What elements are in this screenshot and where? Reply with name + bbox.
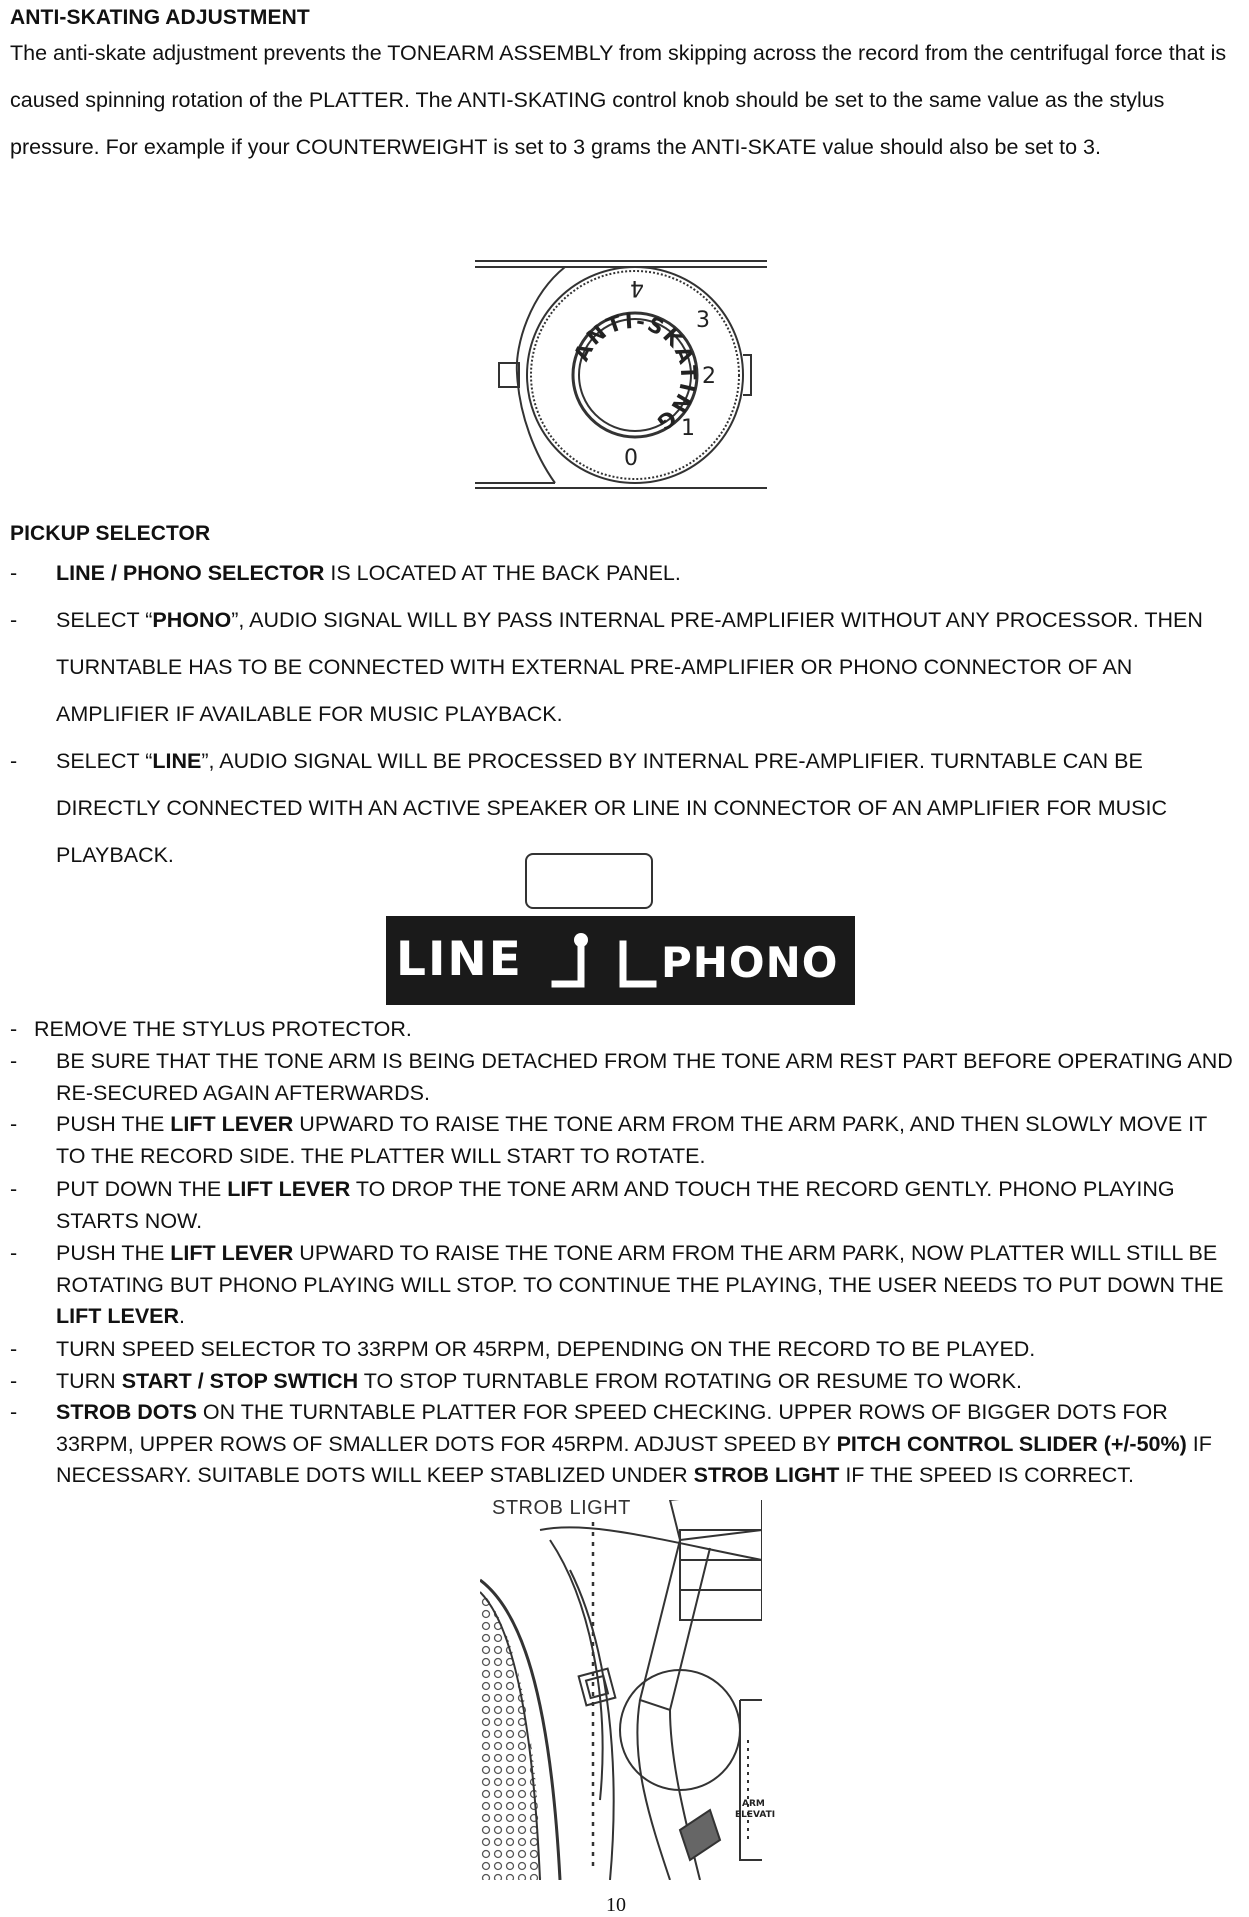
list-item: - LINE / PHONO SELECTOR IS LOCATED AT THE BACK PANEL.: [10, 561, 681, 585]
anti-skating-paragraph: The anti-skate adjustment prevents the TONEARM ASSEMBLY from skipping across the record from the centrifugal force that is caused spinning rotation of the PLATTER. The ANTI-SKATING control knob should be set to the same value as the stylus pressure. For example if your COUNTERWEIGHT is set to 3 grams the ANTI-SKATE value should also be set to 3.: [10, 41, 1227, 159]
elevation-label: ELEVATI: [735, 1810, 776, 1820]
list-item: - PUSH THE LIFT LEVER UPWARD TO RAISE THE TONE ARM FROM THE ARM PARK, AND THEN SLOWLY MOVE IT TO THE RECORD SIDE. THE PLATTER WILL START TO ROTATE.: [10, 1112, 1207, 1168]
dial-number-1: 1: [681, 416, 695, 441]
switch-line-label: LINE: [396, 932, 523, 987]
list-item: - STROB DOTS ON THE TURNTABLE PLATTER FOR SPEED CHECKING. UPPER ROWS OF BIGGER DOTS FOR 33RPM, UPPER ROWS OF SMALLER DOTS FOR 45RPM. ADJUST SPEED BY PITCH CONTROL SLIDER (+/-50%) IF NECESSARY. SUITABLE DOTS WILL KEEP STABLIZED UNDER STROB LIGHT IF THE SPEED IS CORRECT.: [10, 1400, 1212, 1487]
dial-number-4: 4: [630, 275, 644, 300]
switch-outline: [525, 853, 653, 909]
list-item: - PUT DOWN THE LIFT LEVER TO DROP THE TONE ARM AND TOUCH THE RECORD GENTLY. PHONO PLAYING STARTS NOW.: [10, 1177, 1175, 1233]
switch-phono-label: PHONO: [661, 938, 839, 987]
dial-number-0: 0: [624, 446, 638, 471]
list-item: - TURN SPEED SELECTOR TO 33RPM OR 45RPM, DEPENDING ON THE RECORD TO BE PLAYED.: [10, 1337, 1036, 1361]
line-phono-switch-panel: [386, 916, 855, 1005]
anti-skating-heading: ANTI-SKATING ADJUSTMENT: [10, 6, 310, 29]
list-item: - REMOVE THE STYLUS PROTECTOR.: [10, 1017, 412, 1041]
strob-light-label: STROB LIGHT: [492, 1497, 631, 1519]
arm-label: ARM: [742, 1799, 765, 1809]
list-item: - BE SURE THAT THE TONE ARM IS BEING DETACHED FROM THE TONE ARM REST PART BEFORE OPERATING AND RE-SECURED AGAIN AFTERWARDS.: [10, 1049, 1233, 1105]
dial-number-3: 3: [696, 308, 710, 333]
anti-skating-dial-figure: [475, 255, 770, 490]
switch-toggle-icon: [551, 926, 661, 996]
dial-number-2: 2: [702, 364, 716, 389]
list-item: - SELECT “PHONO”, AUDIO SIGNAL WILL BY PASS INTERNAL PRE-AMPLIFIER WITHOUT ANY PROCESSOR. THEN TURNTABLE HAS TO BE CONNECTED WITH EXTERNAL PRE-AMPLIFIER OR PHONO CONNECTOR OF AN AMPLIFIER IF AVAILABLE FOR MUSIC PLAYBACK.: [10, 608, 1203, 726]
list-item: - TURN START / STOP SWTICH TO STOP TURNTABLE FROM ROTATING OR RESUME TO WORK.: [10, 1369, 1022, 1393]
pickup-selector-heading: PICKUP SELECTOR: [10, 522, 211, 545]
list-item: - PUSH THE LIFT LEVER UPWARD TO RAISE THE TONE ARM FROM THE ARM PARK, NOW PLATTER WILL STILL BE ROTATING BUT PHONO PLAYING WILL STOP. TO CONTINUE THE PLAYING, THE USER NEEDS TO PUT DOWN THE LIFT LEVER.: [10, 1241, 1224, 1328]
list-item: - SELECT “LINE”, AUDIO SIGNAL WILL BE PROCESSED BY INTERNAL PRE-AMPLIFIER. TURNTABLE CAN BE DIRECTLY CONNECTED WITH AN ACTIVE SPEAKER OR LINE IN CONNECTOR OF AN AMPLIFIER FOR MUSIC PLAYBACK.: [10, 749, 1167, 867]
dial-label: ANTI-SKATING: [569, 308, 701, 436]
page-number: 10: [606, 1894, 626, 1916]
strob-light-figure: [480, 1500, 776, 1880]
